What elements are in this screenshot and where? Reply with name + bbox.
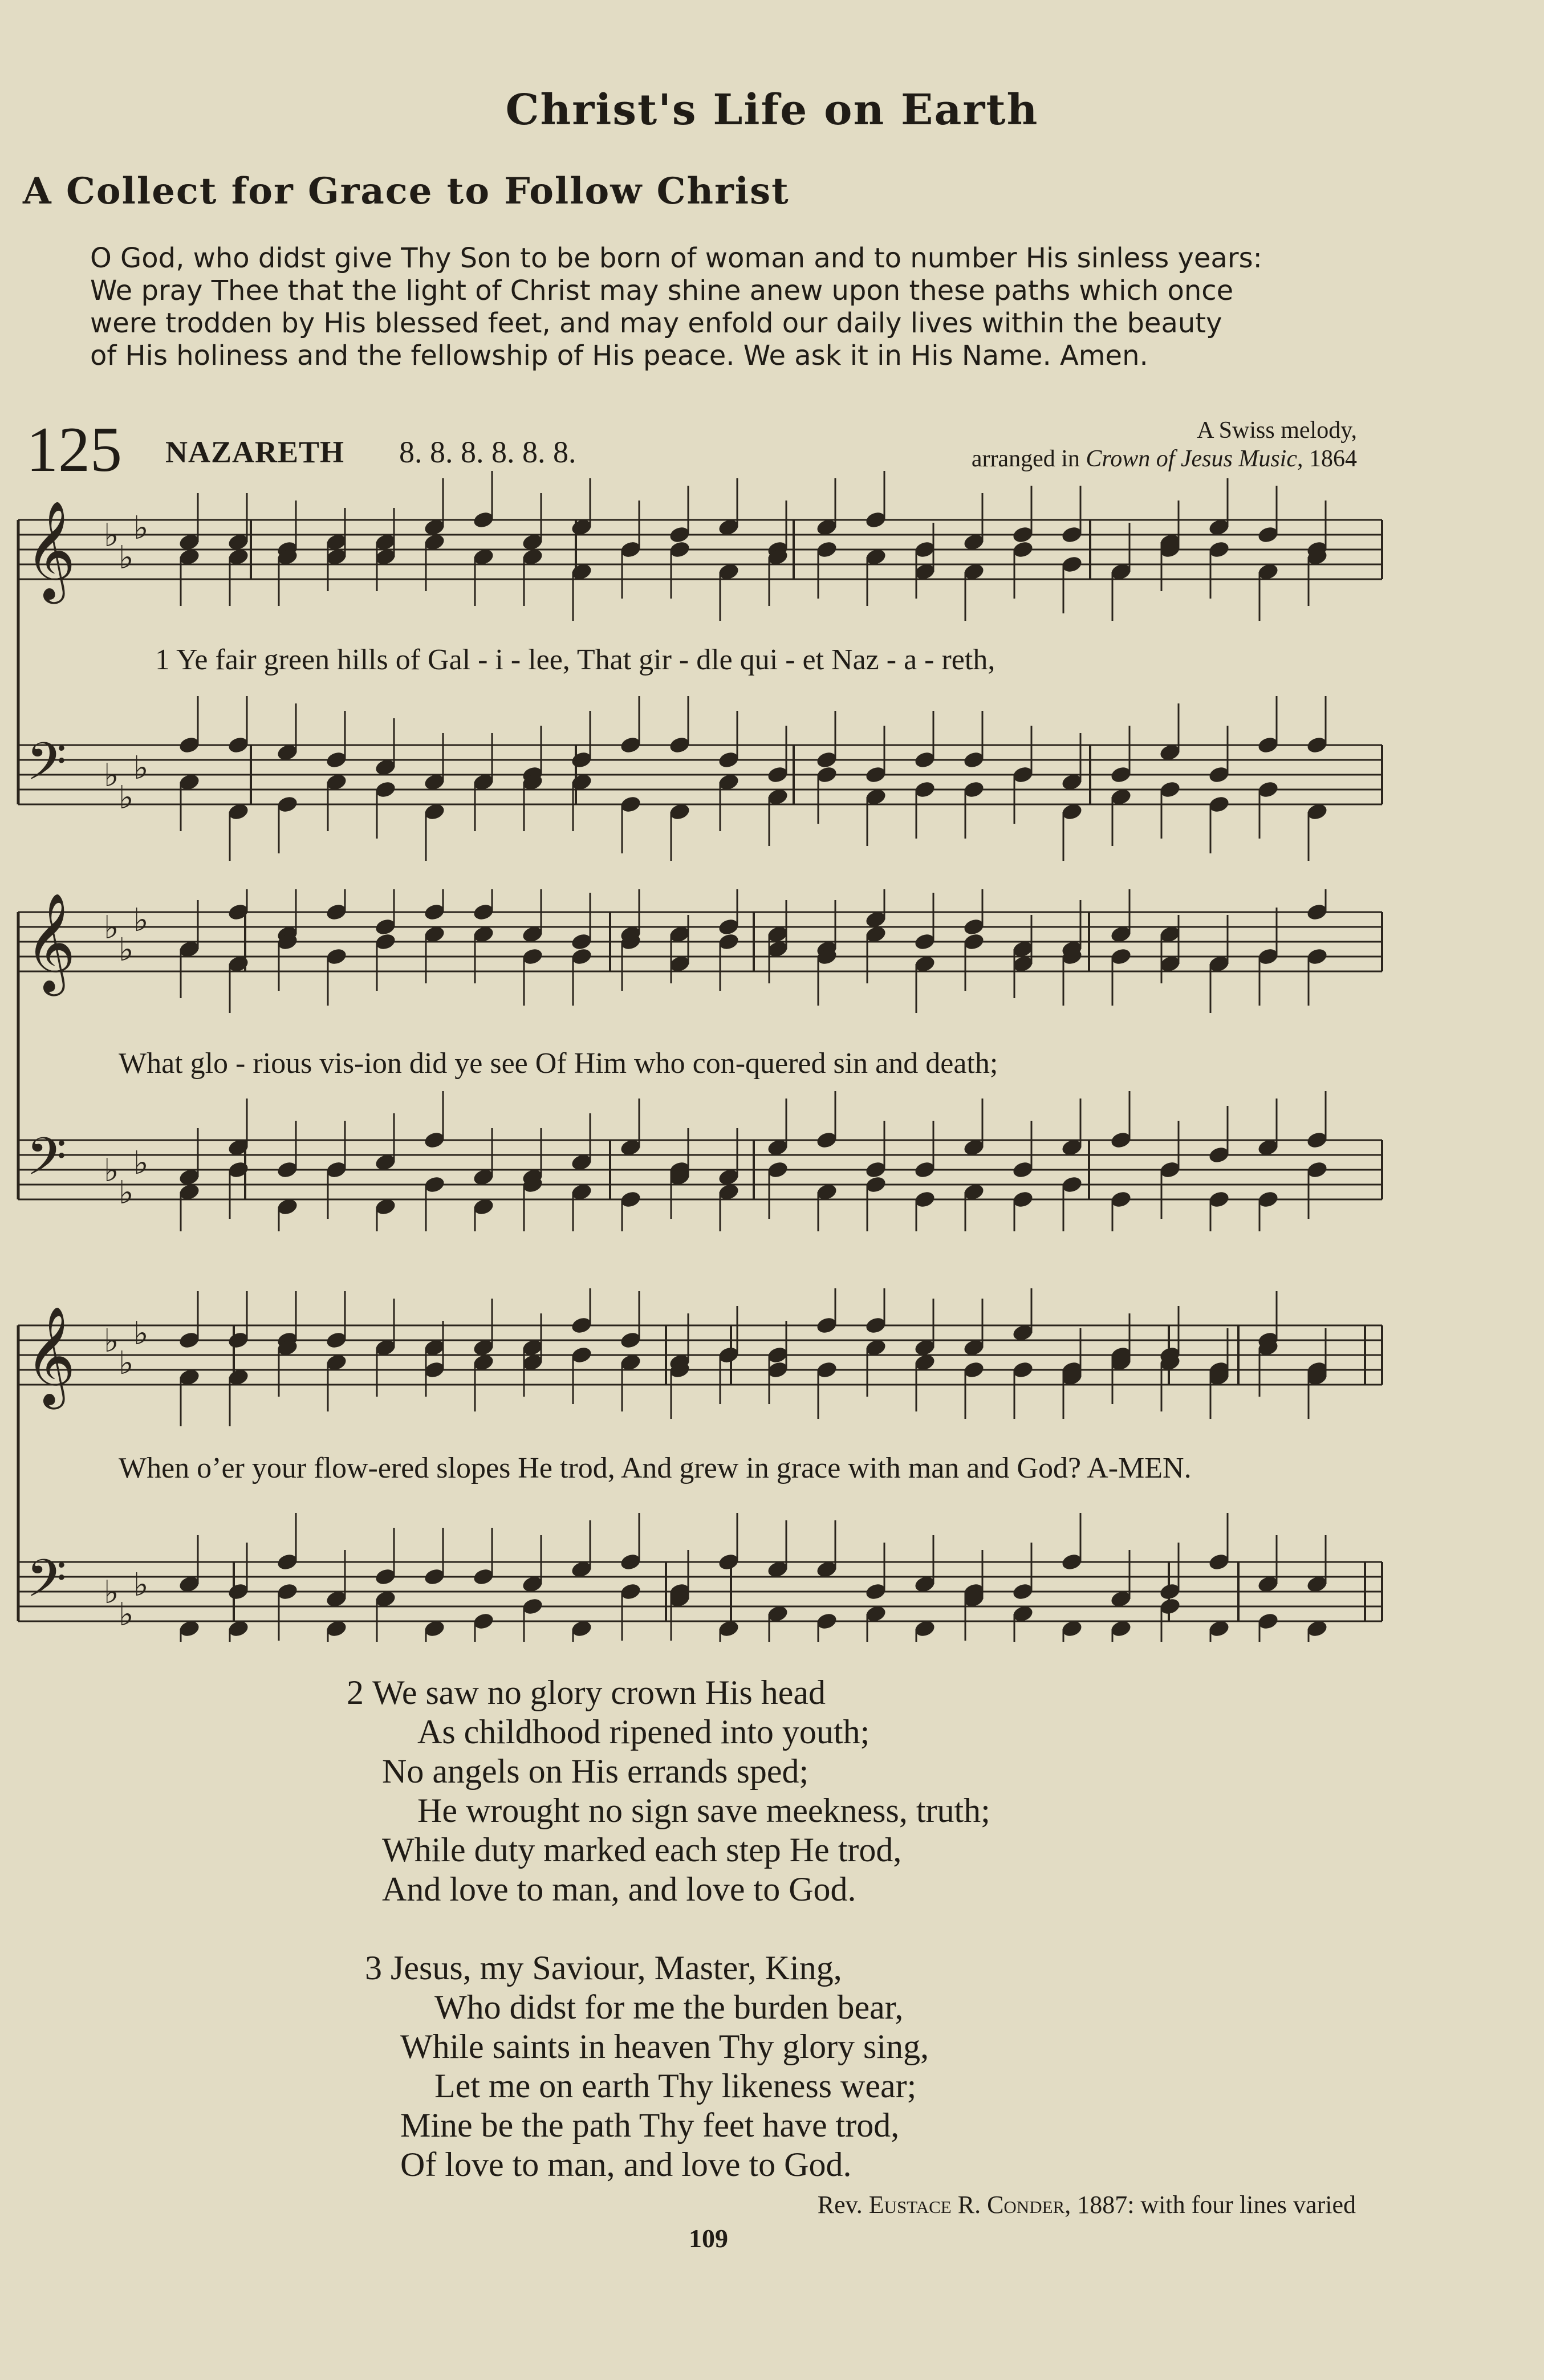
flat-sign: ♭	[104, 1574, 119, 1611]
collect-body	[90, 242, 1385, 372]
treble-clef: 𝄞	[25, 501, 76, 600]
music-credit	[972, 416, 1357, 473]
lyric-line-3: When o’er your flow-ered slopes He trod, And grew in grace with man and God? A-MEN.	[119, 1452, 1192, 1484]
section-title: Christ's Life on Earth	[505, 86, 1039, 135]
flat-sign: ♭	[133, 902, 149, 939]
stanza-number: 2	[347, 1674, 364, 1711]
author-credit: Rev. Eustace R. Conder, 1887: with four lines varied	[817, 2191, 1356, 2219]
flat-sign: ♭	[104, 517, 119, 554]
flat-sign: ♭	[104, 1152, 119, 1189]
collect-line: of His holiness and the fellowship of His peace. We ask it in His Name. Amen.	[90, 340, 1148, 372]
flat-sign: ♭	[133, 1315, 149, 1352]
flat-sign: ♭	[133, 750, 149, 787]
flat-sign: ♭	[104, 909, 119, 946]
lyric-line-2: What glo - rious vis-ion did ye see Of Him who con-quered sin and death;	[119, 1047, 998, 1080]
bass-clef: 𝄢	[26, 1548, 67, 1621]
flat-sign: ♭	[119, 1596, 134, 1633]
flat-sign: ♭	[119, 1345, 134, 1382]
collect-line: O God, who didst give Thy Son to be born of woman and to number His sinless years:	[90, 242, 1262, 274]
page-number: 109	[689, 2224, 728, 2253]
credit-line-2: arranged in Crown of Jesus Music, 1864	[971, 446, 1357, 472]
credit-line-1: A Swiss melody,	[1197, 417, 1357, 444]
flat-sign: ♭	[119, 539, 134, 576]
flat-sign: ♭	[119, 779, 134, 816]
treble-clef: 𝄞	[25, 1306, 76, 1405]
collect-title: A Collect for Grace to Follow Christ	[23, 170, 790, 213]
collect-line: were trodden by His blessed feet, and may enfold our daily lives within the beauty	[90, 307, 1222, 339]
flat-sign: ♭	[133, 1145, 149, 1182]
flat-sign: ♭	[119, 931, 134, 969]
flat-sign: ♭	[133, 1567, 149, 1604]
stanza-3: 3 Jesus, my Saviour, Master, King, Who didst for me the burden bear, While saints in heaven Thy glory sing, Let me on earth Thy likeness wear; Mine be the path Thy feet have trod, Of love to man, and love to God.	[365, 1949, 929, 2183]
bass-clef: 𝄢	[26, 1126, 67, 1199]
collect-line: We pray Thee that the light of Christ may shine anew upon these paths which once	[90, 275, 1234, 307]
lyric-line-1: 1 Ye fair green hills of Gal - i - lee, That gir - dle qui - et Naz - a - reth,	[155, 644, 996, 676]
hymn-meter: 8. 8. 8. 8. 8. 8.	[399, 435, 576, 469]
flat-sign: ♭	[119, 1174, 134, 1211]
flat-sign: ♭	[104, 1323, 119, 1360]
hymn-number: 125	[26, 414, 122, 485]
flat-sign: ♭	[104, 757, 119, 794]
stanza-number: 3	[365, 1949, 382, 1987]
flat-sign: ♭	[133, 510, 149, 547]
stanza-2: 2 We saw no glory crown His head As childhood ripened into youth; No angels on His errands sped; He wrought no sign save meekness, truth; While duty marked each step He trod, And love to man, and love to God.	[347, 1674, 990, 1908]
tune-name: NAZARETH	[165, 435, 345, 469]
treble-clef: 𝄞	[25, 893, 76, 992]
bass-clef: 𝄢	[26, 731, 67, 804]
